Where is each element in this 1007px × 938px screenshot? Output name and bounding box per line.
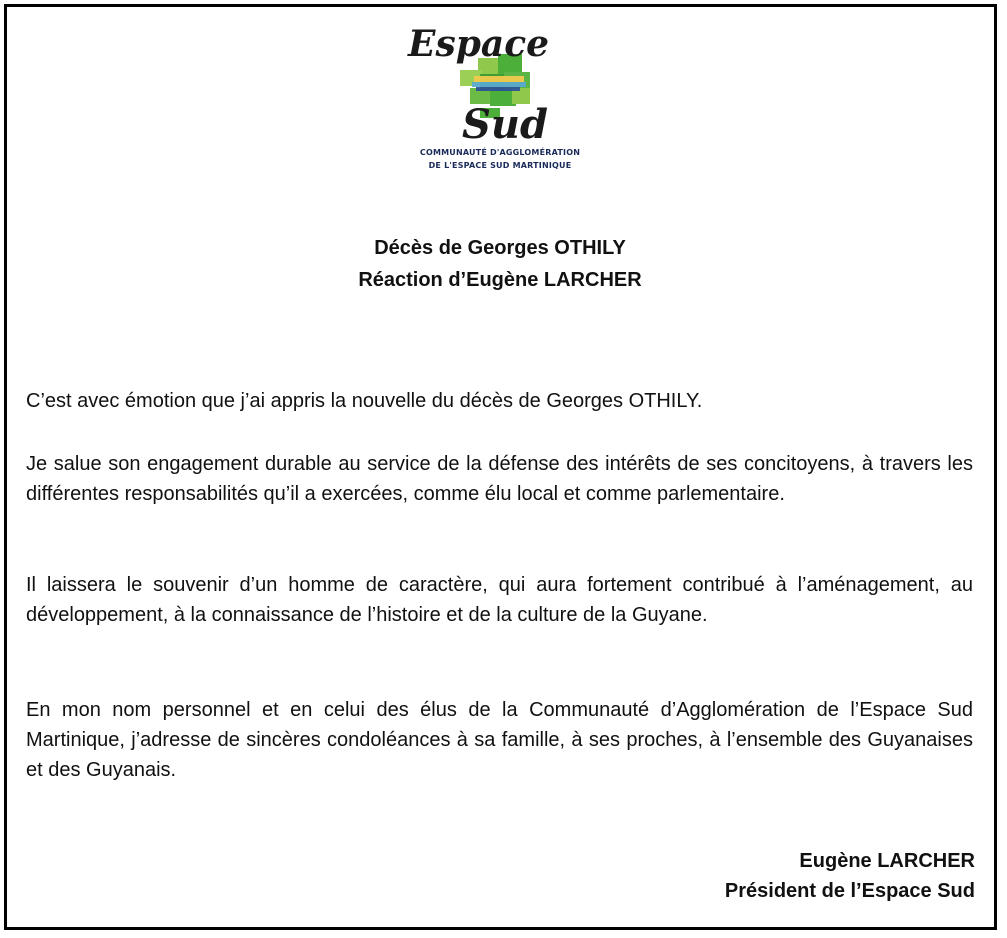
document-title: [0, 232, 1000, 296]
logo-subtitle-line-2: DE L'ESPACE SUD MARTINIQUE: [428, 161, 572, 170]
paragraph-4: En mon nom personnel et en celui des élus de la Communauté d’Agglomération de l’Espace Sud Martinique, j’adresse de sincères condoléances à sa famille, à ses proches, à l’ensemble des Guyanaises et des Guyanais.: [26, 699, 973, 781]
paragraph-3: Il laissera le souvenir d’un homme de caractère, qui aura fortement contribué à l’aménagement, au développement, à la connaissance de l’histoire et de la culture de la Guyane.: [26, 574, 973, 626]
logo-word-top: Espace: [408, 23, 550, 65]
paragraph-2: Je salue son engagement durable au service de la défense des intérêts de ses concitoyens, à travers les différentes responsabilités qu’il a exercées, comme élu local et comme parlementaire.: [26, 453, 973, 505]
paragraph-1: C’est avec émotion que j’ai appris la nouvelle du décès de Georges OTHILY.: [26, 390, 703, 412]
signature-role: Président de l’Espace Sud: [724, 880, 975, 902]
signature-block: [725, 846, 975, 906]
signature-name: Eugène LARCHER: [799, 850, 975, 872]
title-line-1: Décès de Georges OTHILY: [374, 237, 626, 259]
logo-word-bottom: Sud: [462, 101, 548, 148]
espace-sud-logo: [400, 14, 600, 174]
logo-subtitle-line-1: COMMUNAUTÉ D'AGGLOMÉRATION: [419, 148, 581, 157]
title-line-2: Réaction d’Eugène LARCHER: [358, 269, 642, 291]
